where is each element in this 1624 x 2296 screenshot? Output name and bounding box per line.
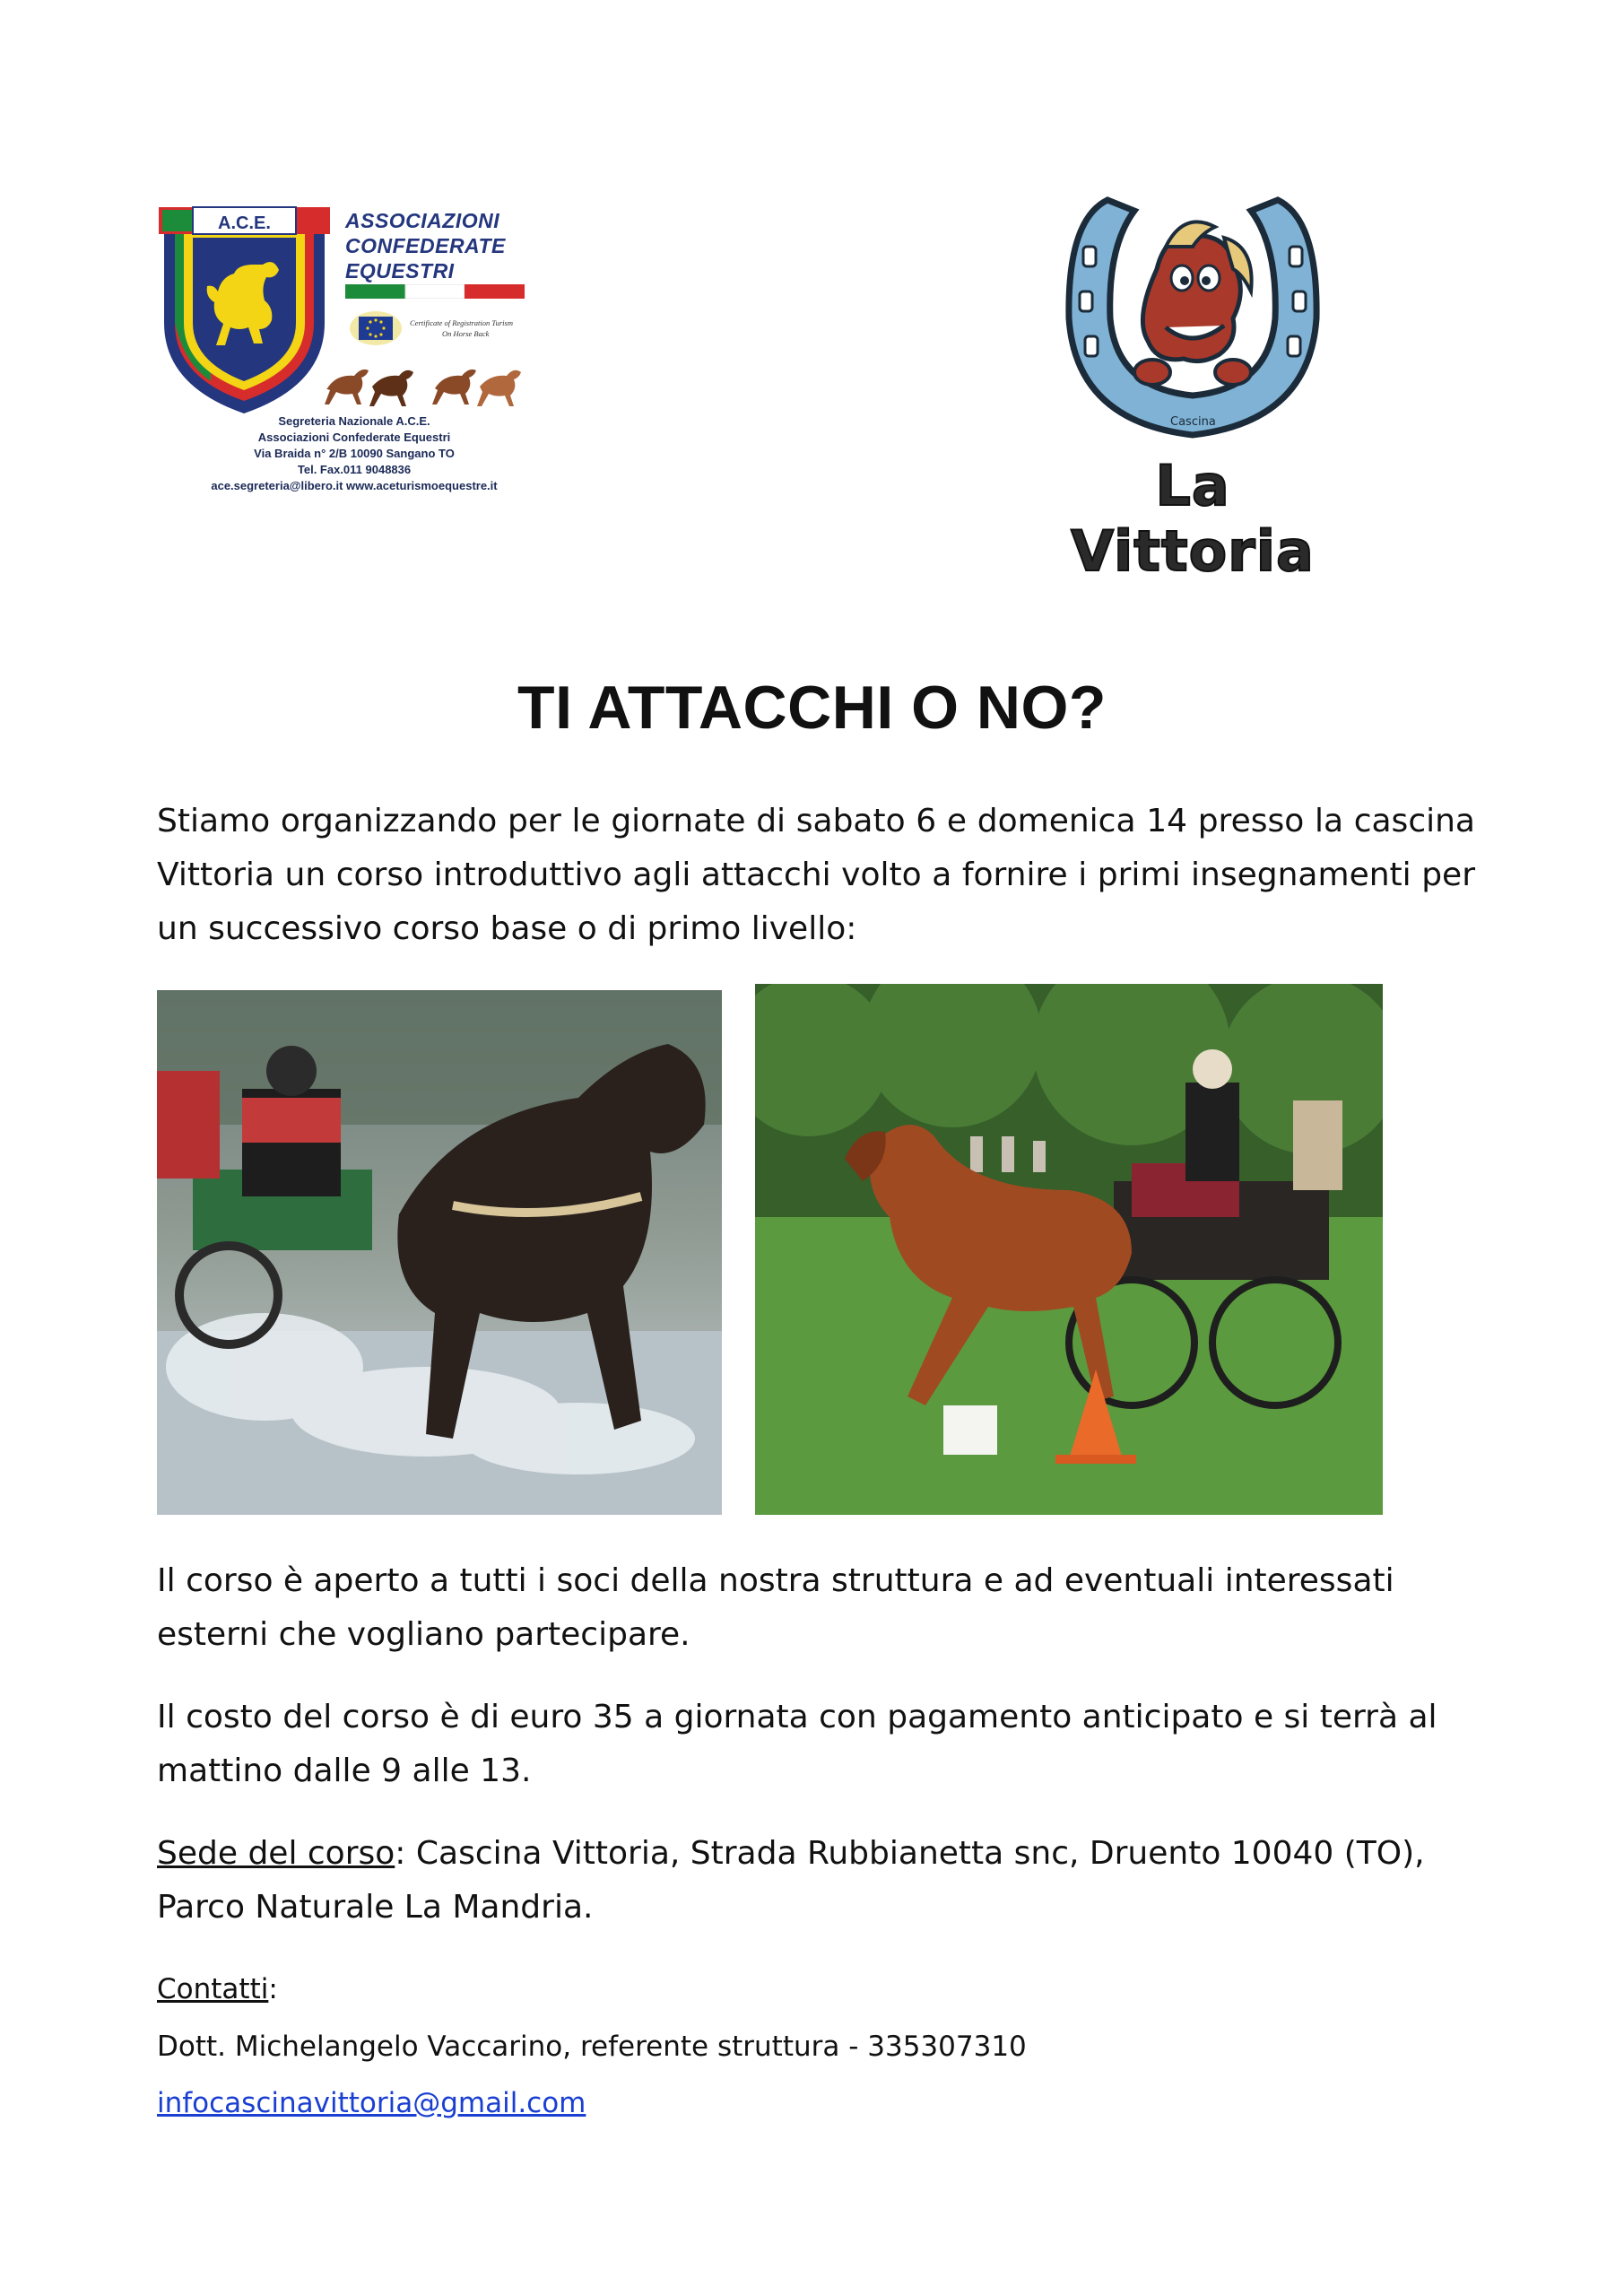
contact-email-line <box>157 2085 1412 2121</box>
contact-person: Dott. Michelangelo Vaccarino, referente struttura - 335307310 <box>157 2031 1027 2063</box>
ace-address-line-3: Via Braida n° 2/B 10090 Sangano TO <box>254 447 455 460</box>
galloping-horses-icon <box>318 361 534 408</box>
ace-certificate-line-2: On Horse Back <box>442 329 490 338</box>
ace-address-line-1: Segreteria Nazionale A.C.E. <box>278 414 430 428</box>
venue-label: Sede del corso <box>157 1835 395 1872</box>
ace-address-line-4: Tel. Fax.011 9048836 <box>297 463 412 476</box>
carriage-driving-competition-photo <box>755 984 1383 1515</box>
ace-title-line-1: ASSOCIAZIONI <box>345 209 500 232</box>
ace-shield-label: A.C.E. <box>218 213 271 233</box>
ace-title-line-2: CONFEDERATE <box>345 234 506 257</box>
horseshoe-horse-icon <box>1058 184 1327 453</box>
vittoria-small-label: Cascina <box>1170 415 1216 429</box>
carriage-water-splash-photo <box>157 990 722 1515</box>
intro-paragraph: Stiamo organizzando per le giornate di sabato 6 e domenica 14 presso la cascina Vittoria un corso introduttivo agli attacchi volto a fornire i primi insegnamenti per un successivo corso base o di primo livello: <box>157 803 1475 947</box>
course-venue-paragraph <box>157 1827 1475 1935</box>
contact-email-link[interactable]: infocascinavittoria@gmail.com <box>157 2087 586 2119</box>
vittoria-wordmark: La Vittoria <box>1071 453 1315 584</box>
ace-logo <box>157 202 569 511</box>
ace-title-line-3: EQUESTRI <box>345 259 455 283</box>
italian-flag-icon <box>345 284 525 299</box>
ace-certificate-line-1: Certificate of Registration Turism <box>410 318 513 327</box>
contacts-label: Contatti <box>157 1973 269 2005</box>
course-cost-paragraph: Il costo del corso è di euro 35 a giornata con pagamento anticipato e si terrà al mattino dalle 9 alle 13. <box>157 1699 1437 1789</box>
cascina-la-vittoria-logo <box>1031 184 1354 584</box>
ace-address-line-2: Associazioni Confederate Equestri <box>257 430 451 444</box>
ace-address-line-5: ace.segreteria@libero.it www.aceturismoequestre.it <box>211 479 498 492</box>
contacts-colon: : <box>268 1973 278 2005</box>
course-open-paragraph: Il corso è aperto a tutti i soci della nostra struttura e ad eventuali interessati esterni che vogliano partecipare. <box>157 1562 1394 1653</box>
page-title: TI ATTACCHI O NO? <box>517 674 1107 742</box>
contacts-heading <box>157 1971 1412 2007</box>
eu-flag-icon <box>350 311 402 345</box>
venue-text: : Cascina Vittoria, Strada Rubbianetta snc, Druento 10040 (TO), Parco Naturale La Mandria. <box>157 1835 1425 1926</box>
